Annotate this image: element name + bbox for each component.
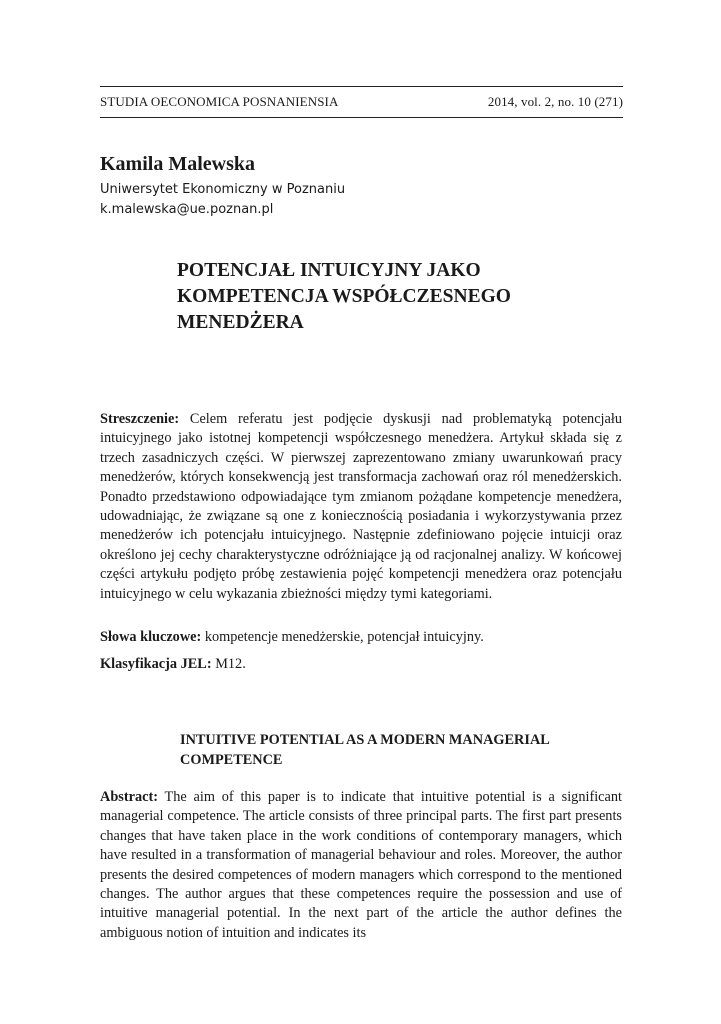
abstract-en-label: Abstract: [100,789,158,805]
title-en-line: COMPETENCE [180,751,283,768]
journal-name: STUDIA OECONOMICA POSNANIENSIA [100,94,339,109]
running-head [100,94,623,110]
author-name: Kamila Malewska [100,153,255,175]
streszczenie-text: Celem referatu jest podjęcie dyskusji nad problematyką potencjału intuicyjnego jako istotnej kompetencji współczesnego menedżera. Artykuł składa się z trzech zasadniczych części. W pierwszej zaprezentowano zmiany uwarunkowań pracy menedżerów, których konsekwencją jest transformacja zachowań oraz ról menedżerskich. Ponadto przedstawiono odpowiadające tym zmianom pożądane kompetencje menedżera, udowadniając, że związane są one z koniecznością posiadania i wykorzystywania przez menedżerów ich potencjału intuicyjnego. Następnie zdefiniowano pojęcie intuicji oraz określono jej cechy charakterystyczne odróżniające ją od racjonalnej analizy. W końcowej części artykułu podjęto próbę zestawienia pojęć kompetencji menedżera oraz potencjału intuicyjnego w celu wykazania zbieżności między tymi kategoriami. [100,411,622,602]
jel-label: Klasyfikacja JEL: [100,656,212,672]
abstract-en-text: The aim of this paper is to indicate that intuitive potential is a significant managerial competence. The article consists of three principal parts. The first part presents changes that have taken place in the work conditions of contemporary managers, which have resulted in a transformation of managerial behaviour and roles. Moreover, the author presents the desired competences of modern managers which correspond to the mentioned changes. The author argues that these competences require the possession and use of intuitive managerial potential. In the next part of the article the author defines the ambiguous notion of intuition and indicates its [100,789,622,941]
title-en-line: INTUITIVE POTENTIAL AS A MODERN MANAGERIAL [180,732,550,748]
author-affiliation: Uniwersytet Ekonomiczny w Poznaniu [100,182,346,197]
keywords-paragraph [100,628,622,647]
title-pl-line: POTENCJAŁ INTUICYJNY JAKO [177,260,481,281]
title-pl-line: KOMPETENCJA WSPÓŁCZESNEGO [177,286,511,307]
issue-info: 2014, vol. 2, no. 10 (271) [487,94,623,109]
bottom-rule [100,117,623,118]
article-title-pl [177,258,607,336]
keywords-text: kompetencje menedżerskie, potencjał intuicyjny. [204,629,484,645]
keywords-label: Słowa kluczowe: [100,629,202,645]
author-email[interactable]: k.malewska@ue.poznan.pl [100,202,274,217]
abstract-en-paragraph [100,788,622,946]
article-title-en [180,731,600,770]
title-pl-line: MENEDŻERA [177,312,304,333]
author-block [100,153,620,220]
jel-text: M12. [215,656,246,672]
jel-paragraph [100,655,622,674]
streszczenie-label: Streszczenie: [100,411,180,427]
top-rule [100,86,623,87]
streszczenie-paragraph [100,410,622,604]
